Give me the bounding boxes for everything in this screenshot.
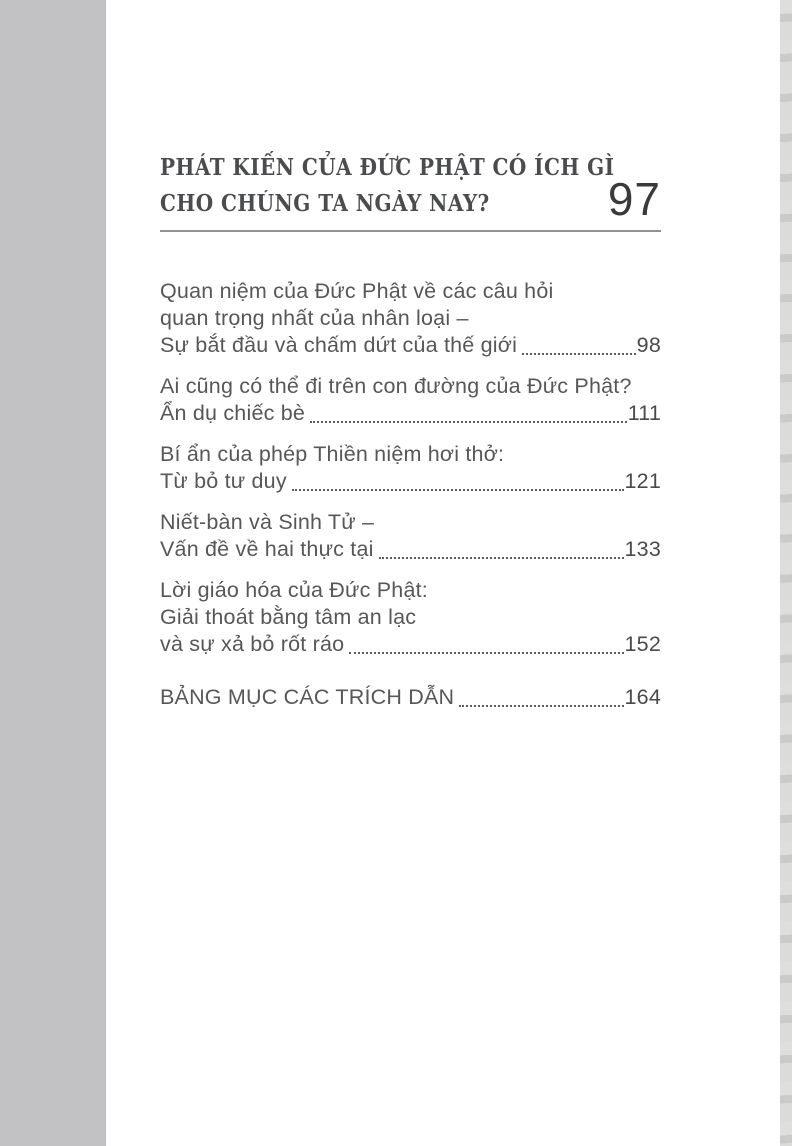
left-margin-panel (0, 0, 106, 1146)
chapter-title-line-2: CHO CHÚNG TA NGÀY NAY? (160, 190, 490, 217)
dot-leader (349, 652, 623, 654)
toc-entry-leader-row (160, 684, 661, 711)
toc-entry (160, 509, 661, 563)
table-of-contents (160, 278, 661, 711)
dot-leader (310, 421, 627, 423)
toc-entry-leader-row (160, 631, 661, 658)
toc-entry-text: Giải thoát bằng tâm an lạc (160, 605, 417, 629)
toc-entry-text: Sự bắt đầu và chấm dứt của thế giới (160, 333, 518, 357)
toc-entry-text: Bí ẩn của phép Thiền niệm hơi thở: (160, 442, 505, 466)
chapter-header (160, 150, 661, 232)
toc-entry-text: Ẩn dụ chiếc bè (160, 401, 306, 425)
toc-page-number: 98 (636, 333, 661, 357)
toc-entry-leader-row (160, 400, 661, 427)
toc-entry-text: quan trọng nhất của nhân loại – (160, 306, 469, 330)
page-edge-texture (780, 0, 792, 1146)
toc-page-number: 111 (627, 401, 661, 425)
toc-entry-text: Niết-bàn và Sinh Tử – (160, 510, 375, 534)
toc-entry-text: Lời giáo hóa của Đức Phật: (160, 578, 428, 602)
toc-entry-leader-row (160, 536, 661, 563)
toc-entry-text: Từ bỏ tư duy (160, 469, 287, 493)
toc-entry-leader-row (160, 468, 661, 495)
toc-entry (160, 684, 661, 711)
toc-page-number: 133 (624, 537, 661, 561)
toc-entry-text: BẢNG MỤC CÁC TRÍCH DẪN (160, 685, 455, 709)
toc-entry-text: Ai cũng có thể đi trên con đường của Đức Phật? (160, 374, 632, 398)
toc-entry-text: Vấn đề về hai thực tại (160, 537, 374, 561)
toc-entry (160, 373, 661, 427)
dot-leader (379, 557, 624, 559)
toc-page-number: 164 (624, 685, 661, 709)
dot-leader (459, 705, 623, 707)
dot-leader (522, 353, 636, 355)
toc-page-number: 121 (624, 469, 661, 493)
page-content (160, 0, 661, 725)
toc-entry (160, 441, 661, 495)
chapter-title-line-1: PHÁT KIẾN CỦA ĐỨC PHẬT CÓ ÍCH GÌ (160, 154, 615, 181)
dot-leader (292, 489, 624, 491)
toc-entry (160, 278, 661, 359)
chapter-page-number: 97 (607, 172, 661, 225)
toc-entry-leader-row (160, 332, 661, 359)
toc-entry-text: và sự xả bỏ rốt ráo (160, 632, 345, 656)
toc-entry-text: Quan niệm của Đức Phật về các câu hỏi (160, 279, 554, 303)
toc-entry (160, 577, 661, 658)
toc-page-number: 152 (624, 632, 661, 656)
